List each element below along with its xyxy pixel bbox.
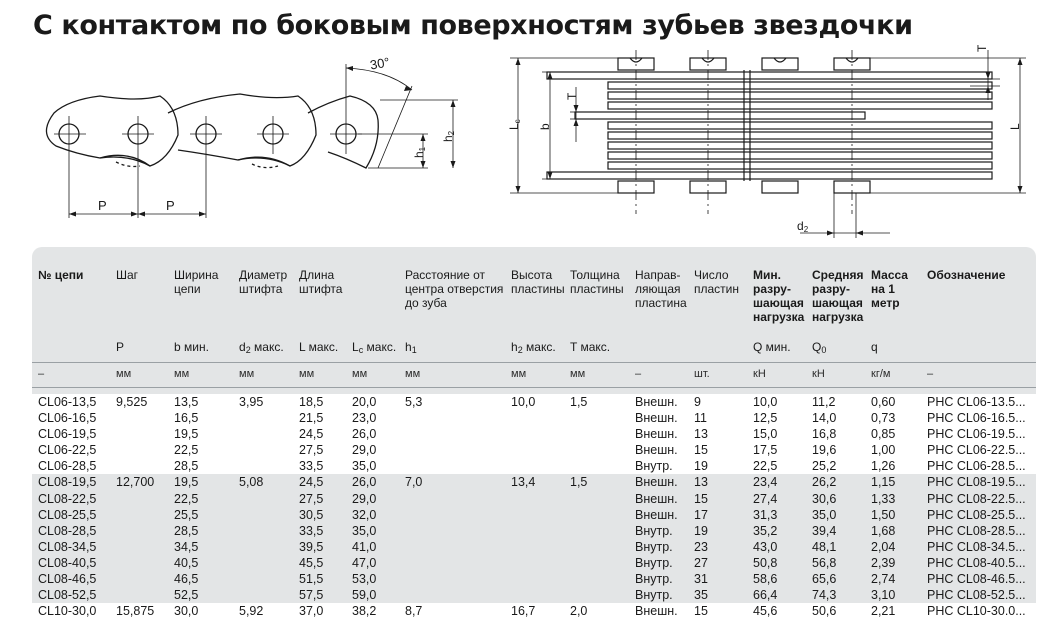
- column-header: Обозначение: [927, 268, 1006, 282]
- table-cell: 45,5: [293, 555, 346, 571]
- table-cell: Внутр.: [629, 571, 688, 587]
- table-cell: [564, 571, 629, 587]
- table-cell: [399, 491, 505, 507]
- table-cell: CL06-19,5: [32, 426, 110, 442]
- table-cell: CL06-16,5: [32, 410, 110, 426]
- table-cell: 35,2: [747, 523, 806, 539]
- table-cell: CL08-40,5: [32, 555, 110, 571]
- table-cell: 56,8: [806, 555, 865, 571]
- table-cell: [564, 587, 629, 603]
- table-row: [32, 587, 1036, 603]
- column-symbol: [629, 336, 688, 363]
- table-cell: [233, 571, 293, 587]
- table-cell: 19: [688, 523, 747, 539]
- column-header: Направ-ляющая пластина: [635, 268, 687, 310]
- table-cell: 30,6: [806, 491, 865, 507]
- table-cell: Внешн.: [629, 474, 688, 490]
- table-cell: 1,5: [564, 394, 629, 410]
- table-cell: [505, 458, 564, 474]
- chain-specifications-table: [32, 247, 1036, 619]
- table-cell: 27,5: [293, 442, 346, 458]
- table-cell: 16,7: [505, 603, 564, 619]
- b-label: b: [538, 123, 552, 130]
- table-cell: PHC CL08-25.5...: [921, 507, 1036, 523]
- table-cell: [505, 587, 564, 603]
- table-cell: [110, 426, 168, 442]
- table-cell: 19,5: [168, 474, 233, 490]
- table-cell: 65,6: [806, 571, 865, 587]
- column-symbol: T макс.: [570, 340, 611, 354]
- table-cell: 58,6: [747, 571, 806, 587]
- table-cell: 29,0: [346, 442, 399, 458]
- table-cell: 15: [688, 491, 747, 507]
- table-cell: [564, 442, 629, 458]
- table-row: [32, 458, 1036, 474]
- table-cell: 27,4: [747, 491, 806, 507]
- table-cell: 2,0: [564, 603, 629, 619]
- table-cell: 13: [688, 426, 747, 442]
- table-cell: 5,3: [399, 394, 505, 410]
- table-cell: CL08-46,5: [32, 571, 110, 587]
- table-cell: 21,5: [293, 410, 346, 426]
- table-cell: 2,74: [865, 571, 921, 587]
- table-cell: 48,1: [806, 539, 865, 555]
- table-cell: 12,5: [747, 410, 806, 426]
- table-cell: 35,0: [346, 458, 399, 474]
- angle-label: 30°: [368, 54, 391, 73]
- column-unit: мм: [116, 368, 132, 380]
- table-row: [32, 555, 1036, 571]
- table-cell: 22,5: [747, 458, 806, 474]
- table-cell: [233, 507, 293, 523]
- table-cell: 10,0: [505, 394, 564, 410]
- table-cell: 37,0: [293, 603, 346, 619]
- h1-label: h1: [412, 146, 427, 158]
- table-cell: PHC CL06-22.5...: [921, 442, 1036, 458]
- table-cell: CL06-28,5: [32, 458, 110, 474]
- chain-side-view-diagram: [28, 50, 468, 225]
- table-cell: 15: [688, 603, 747, 619]
- table-unit-row: [32, 363, 1036, 388]
- table-cell: 1,15: [865, 474, 921, 490]
- table-cell: Внутр.: [629, 587, 688, 603]
- table-cell: 5,92: [233, 603, 293, 619]
- chain-group: [32, 394, 1036, 474]
- table-cell: CL08-28,5: [32, 523, 110, 539]
- table-cell: [505, 507, 564, 523]
- table-cell: CL08-52,5: [32, 587, 110, 603]
- table-row: [32, 426, 1036, 442]
- table-cell: [399, 458, 505, 474]
- table-cell: Внутр.: [629, 555, 688, 571]
- table-cell: 1,68: [865, 523, 921, 539]
- table-cell: 31,3: [747, 507, 806, 523]
- table-cell: Внешн.: [629, 410, 688, 426]
- pitch-label-1: P: [98, 198, 107, 213]
- table-cell: 50,6: [806, 603, 865, 619]
- column-symbol: $Q_0$: [812, 340, 827, 355]
- table-cell: 17,5: [747, 442, 806, 458]
- table-cell: 35: [688, 587, 747, 603]
- table-cell: [233, 555, 293, 571]
- chain-group: [32, 603, 1036, 619]
- table-cell: [564, 555, 629, 571]
- column-header: Диаметр штифта: [239, 268, 288, 296]
- column-unit: –: [38, 368, 45, 380]
- table-cell: [564, 491, 629, 507]
- t-inner-label: T: [565, 92, 579, 100]
- table-cell: 34,5: [168, 539, 233, 555]
- column-unit: –: [635, 368, 642, 380]
- table-cell: 19: [688, 458, 747, 474]
- table-cell: [564, 410, 629, 426]
- table-cell: Внешн.: [629, 426, 688, 442]
- table-cell: [399, 410, 505, 426]
- column-symbol: b мин.: [174, 340, 209, 354]
- table-cell: Внешн.: [629, 394, 688, 410]
- table-cell: [399, 571, 505, 587]
- table-cell: 26,2: [806, 474, 865, 490]
- table-cell: 10,0: [747, 394, 806, 410]
- table-cell: 2,39: [865, 555, 921, 571]
- table-cell: 41,0: [346, 539, 399, 555]
- column-symbol: [921, 336, 1036, 363]
- table-cell: 25,5: [168, 507, 233, 523]
- table-cell: [110, 507, 168, 523]
- table-cell: CL08-22,5: [32, 491, 110, 507]
- table-cell: 22,5: [168, 442, 233, 458]
- table-row: [32, 571, 1036, 587]
- table-cell: PHC CL06-28.5...: [921, 458, 1036, 474]
- chain-group: [32, 474, 1036, 603]
- table-cell: [233, 491, 293, 507]
- table-cell: 33,5: [293, 523, 346, 539]
- table-cell: 23,4: [747, 474, 806, 490]
- column-header: Масса на 1 метр: [871, 268, 908, 310]
- table-cell: 27,5: [293, 491, 346, 507]
- table-cell: 17: [688, 507, 747, 523]
- table-header-row: [32, 247, 1036, 336]
- table-row: [32, 539, 1036, 555]
- table-cell: 15,875: [110, 603, 168, 619]
- column-header: Высота пластины: [511, 268, 565, 296]
- table-row: [32, 410, 1036, 426]
- table-cell: CL06-22,5: [32, 442, 110, 458]
- table-cell: [564, 426, 629, 442]
- table-cell: 19,6: [806, 442, 865, 458]
- lc-label: Lc: [507, 119, 522, 130]
- table-cell: 3,95: [233, 394, 293, 410]
- table-cell: 39,4: [806, 523, 865, 539]
- table-cell: 31: [688, 571, 747, 587]
- page-title: С контактом по боковым поверхностям зубьев звездочки: [33, 10, 913, 41]
- table-cell: [233, 426, 293, 442]
- table-cell: 35,0: [806, 507, 865, 523]
- column-header: Средняя разру-шающая нагрузка: [812, 268, 864, 324]
- column-unit: кг/м: [871, 368, 891, 380]
- table-cell: [505, 426, 564, 442]
- table-cell: [110, 555, 168, 571]
- table-cell: 40,5: [168, 555, 233, 571]
- column-header: Длина штифта: [299, 268, 343, 296]
- table-cell: PHC CL06-19.5...: [921, 426, 1036, 442]
- table-cell: 27: [688, 555, 747, 571]
- table-cell: 47,0: [346, 555, 399, 571]
- table-cell: 52,5: [168, 587, 233, 603]
- table-cell: [564, 458, 629, 474]
- table-cell: 0,85: [865, 426, 921, 442]
- column-unit: мм: [511, 368, 527, 380]
- table-cell: 51,5: [293, 571, 346, 587]
- table-cell: [233, 442, 293, 458]
- table-cell: 14,0: [806, 410, 865, 426]
- table-cell: Внутр.: [629, 523, 688, 539]
- table-row: [32, 442, 1036, 458]
- table-cell: 38,2: [346, 603, 399, 619]
- table-cell: 28,5: [168, 458, 233, 474]
- table-cell: 59,0: [346, 587, 399, 603]
- column-symbol: $h_2$ макс.: [511, 340, 556, 355]
- table-cell: 30,5: [293, 507, 346, 523]
- table-cell: 22,5: [168, 491, 233, 507]
- table-cell: 24,5: [293, 474, 346, 490]
- table-cell: 12,700: [110, 474, 168, 490]
- table-cell: [505, 442, 564, 458]
- pitch-label-2: P: [166, 198, 175, 213]
- table-row: [32, 523, 1036, 539]
- table-cell: [233, 458, 293, 474]
- table-cell: [399, 587, 505, 603]
- column-symbol: $L_c$ макс.: [352, 340, 397, 355]
- table-cell: PHC CL08-28.5...: [921, 523, 1036, 539]
- table-cell: 30,0: [168, 603, 233, 619]
- table-cell: 18,5: [293, 394, 346, 410]
- table-cell: 57,5: [293, 587, 346, 603]
- column-header: № цепи: [38, 268, 84, 282]
- table-cell: PHC CL08-46.5...: [921, 571, 1036, 587]
- table-cell: [110, 491, 168, 507]
- table-cell: PHC CL08-22.5...: [921, 491, 1036, 507]
- table-cell: CL06-13,5: [32, 394, 110, 410]
- chain-top-view-diagram: [500, 42, 1040, 242]
- table-cell: CL10-30,0: [32, 603, 110, 619]
- table-cell: 2,04: [865, 539, 921, 555]
- table-cell: Внешн.: [629, 442, 688, 458]
- table-cell: [233, 523, 293, 539]
- table-cell: [505, 571, 564, 587]
- table-cell: 11: [688, 410, 747, 426]
- table-cell: 15: [688, 442, 747, 458]
- table-cell: 23: [688, 539, 747, 555]
- table-row: [32, 474, 1036, 490]
- column-header: Мин. разру-шающая нагрузка: [753, 268, 805, 324]
- table-cell: 15,0: [747, 426, 806, 442]
- table-cell: 46,5: [168, 571, 233, 587]
- table-cell: 74,3: [806, 587, 865, 603]
- table-cell: 9: [688, 394, 747, 410]
- column-symbol: P: [116, 340, 125, 354]
- table-cell: [110, 587, 168, 603]
- table-symbol-row: [32, 336, 1036, 363]
- column-unit: мм: [174, 368, 190, 380]
- table-cell: [399, 555, 505, 571]
- table-cell: 1,5: [564, 474, 629, 490]
- table-cell: [110, 442, 168, 458]
- table-cell: [110, 410, 168, 426]
- column-header: Толщина пластины: [570, 268, 624, 296]
- table-cell: 1,50: [865, 507, 921, 523]
- l-label: L: [1008, 123, 1022, 130]
- table-cell: PHC CL08-52.5...: [921, 587, 1036, 603]
- column-unit: мм: [352, 368, 368, 380]
- table-cell: [399, 426, 505, 442]
- table-cell: Внешн.: [629, 603, 688, 619]
- table-cell: [564, 507, 629, 523]
- column-unit: кН: [753, 368, 766, 380]
- table-cell: 13,5: [168, 394, 233, 410]
- table-cell: [505, 491, 564, 507]
- table-cell: PHC CL06-16.5...: [921, 410, 1036, 426]
- column-symbol: [688, 336, 747, 363]
- table-cell: PHC CL10-30.0...: [921, 603, 1036, 619]
- column-unit: шт.: [694, 368, 710, 380]
- column-symbol: $h_1$: [405, 340, 417, 355]
- column-symbol: $d_2$ макс.: [239, 340, 284, 355]
- column-header: Шаг: [116, 268, 139, 282]
- table-cell: 29,0: [346, 491, 399, 507]
- table-cell: 5,08: [233, 474, 293, 490]
- table-cell: PHC CL08-34.5...: [921, 539, 1036, 555]
- table-cell: 0,73: [865, 410, 921, 426]
- table-cell: [110, 539, 168, 555]
- table-cell: CL08-25,5: [32, 507, 110, 523]
- table-cell: 13: [688, 474, 747, 490]
- table-cell: 20,0: [346, 394, 399, 410]
- table-cell: Внешн.: [629, 491, 688, 507]
- table-cell: 66,4: [747, 587, 806, 603]
- column-symbol: L макс.: [299, 340, 339, 354]
- table-cell: [505, 410, 564, 426]
- table-row: [32, 491, 1036, 507]
- table-cell: 1,33: [865, 491, 921, 507]
- d2-label: d2: [797, 219, 809, 234]
- table-cell: 45,6: [747, 603, 806, 619]
- table-cell: [564, 523, 629, 539]
- column-unit: мм: [299, 368, 315, 380]
- table-cell: CL08-34,5: [32, 539, 110, 555]
- table-cell: 19,5: [168, 426, 233, 442]
- table-cell: 16,5: [168, 410, 233, 426]
- table-cell: 23,0: [346, 410, 399, 426]
- column-unit: мм: [239, 368, 255, 380]
- table-cell: [110, 523, 168, 539]
- column-header: Расстояние от центра отверстия до зуба: [405, 268, 504, 310]
- table-cell: 2,21: [865, 603, 921, 619]
- table-cell: 13,4: [505, 474, 564, 490]
- table-cell: 53,0: [346, 571, 399, 587]
- table-cell: 32,0: [346, 507, 399, 523]
- column-symbol: [32, 336, 110, 363]
- table-cell: [505, 523, 564, 539]
- table-cell: [564, 539, 629, 555]
- column-symbol: q: [871, 340, 878, 354]
- table-cell: 9,525: [110, 394, 168, 410]
- table-cell: 0,60: [865, 394, 921, 410]
- table-cell: 3,10: [865, 587, 921, 603]
- table-cell: 33,5: [293, 458, 346, 474]
- table-cell: [110, 458, 168, 474]
- table-cell: 25,2: [806, 458, 865, 474]
- table-row: [32, 394, 1036, 410]
- table-cell: PHC CL08-19.5...: [921, 474, 1036, 490]
- table-cell: 1,26: [865, 458, 921, 474]
- table-cell: 11,2: [806, 394, 865, 410]
- table-cell: 50,8: [747, 555, 806, 571]
- table-cell: Внутр.: [629, 458, 688, 474]
- table-cell: [233, 587, 293, 603]
- column-unit: мм: [570, 368, 586, 380]
- table-cell: [110, 571, 168, 587]
- column-header: Число пластин: [694, 268, 739, 296]
- table-cell: 24,5: [293, 426, 346, 442]
- table-cell: PHC CL08-40.5...: [921, 555, 1036, 571]
- column-header: Ширина цепи: [174, 268, 219, 296]
- table-cell: 26,0: [346, 474, 399, 490]
- column-unit: кН: [812, 368, 825, 380]
- table-cell: Внутр.: [629, 539, 688, 555]
- table-cell: 16,8: [806, 426, 865, 442]
- table-cell: 7,0: [399, 474, 505, 490]
- table-cell: [399, 507, 505, 523]
- table-cell: [399, 523, 505, 539]
- table-cell: [233, 410, 293, 426]
- column-header: [346, 247, 399, 336]
- table-cell: [505, 555, 564, 571]
- column-symbol: Q мин.: [753, 340, 791, 354]
- table-cell: CL08-19,5: [32, 474, 110, 490]
- table-cell: 1,00: [865, 442, 921, 458]
- table-cell: PHC CL06-13.5...: [921, 394, 1036, 410]
- table-cell: 28,5: [168, 523, 233, 539]
- table-cell: 8,7: [399, 603, 505, 619]
- table-row: [32, 507, 1036, 523]
- table-cell: [233, 539, 293, 555]
- h2-label: h2: [441, 130, 456, 142]
- table-row: [32, 603, 1036, 619]
- table-cell: [505, 539, 564, 555]
- table-cell: [399, 442, 505, 458]
- table-cell: [399, 539, 505, 555]
- table-cell: 43,0: [747, 539, 806, 555]
- specifications-table-panel: [32, 247, 1036, 619]
- table-cell: 39,5: [293, 539, 346, 555]
- table-cell: Внешн.: [629, 507, 688, 523]
- table-cell: 35,0: [346, 523, 399, 539]
- column-unit: –: [927, 368, 934, 380]
- column-unit: мм: [405, 368, 421, 380]
- table-cell: 26,0: [346, 426, 399, 442]
- t-right-label: T: [975, 44, 989, 52]
